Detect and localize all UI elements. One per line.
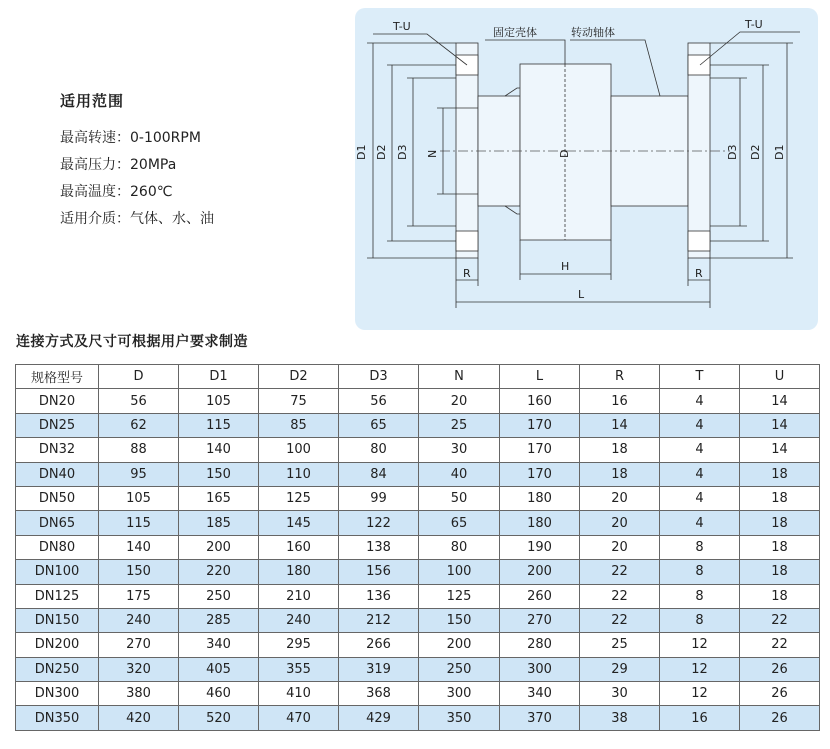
header-l: L — [500, 365, 580, 389]
table-cell: DN300 — [16, 682, 99, 706]
table-row — [16, 486, 820, 510]
table-row — [16, 608, 820, 632]
application-range — [60, 90, 340, 233]
table-cell: 22 — [580, 608, 660, 632]
header-r: R — [580, 365, 660, 389]
table-cell: 26 — [740, 682, 820, 706]
right-flange-bolt-bottom — [688, 231, 710, 251]
table-cell: 84 — [339, 462, 419, 486]
table-row — [16, 657, 820, 681]
table-row — [16, 511, 820, 535]
table-cell: 4 — [660, 511, 740, 535]
table-cell: 170 — [500, 438, 580, 462]
table-cell: 160 — [500, 389, 580, 413]
table-cell: 170 — [500, 462, 580, 486]
table-cell: 295 — [259, 633, 339, 657]
table-cell: 520 — [179, 706, 259, 730]
table-cell: 8 — [660, 560, 740, 584]
table-cell: 22 — [580, 584, 660, 608]
table-row — [16, 706, 820, 730]
right-flange-bolt-top — [688, 55, 710, 75]
table-cell: DN250 — [16, 657, 99, 681]
table-cell: 280 — [500, 633, 580, 657]
table-cell: 285 — [179, 608, 259, 632]
table-cell: 40 — [419, 462, 500, 486]
table-cell: 25 — [580, 633, 660, 657]
table-cell: 410 — [259, 682, 339, 706]
table-row — [16, 584, 820, 608]
table-cell: 12 — [660, 682, 740, 706]
table-cell: 140 — [99, 535, 179, 559]
table-cell: 180 — [500, 486, 580, 510]
label-d3-left: D3 — [396, 144, 409, 160]
table-cell: 122 — [339, 511, 419, 535]
table-cell: 368 — [339, 682, 419, 706]
table-cell: 300 — [500, 657, 580, 681]
table-cell: 14 — [740, 438, 820, 462]
header-d3: D3 — [339, 365, 419, 389]
spec-max-speed: 最高转速：0-100RPM — [60, 130, 201, 146]
table-cell: 30 — [580, 682, 660, 706]
table-cell: 156 — [339, 560, 419, 584]
table-cell: 190 — [500, 535, 580, 559]
table-row — [16, 389, 820, 413]
table-cell: 355 — [259, 657, 339, 681]
table-cell: 8 — [660, 584, 740, 608]
label-l: L — [578, 288, 585, 301]
dimension-table — [15, 364, 820, 731]
table-cell: 80 — [339, 438, 419, 462]
table-header-row — [16, 365, 820, 389]
table-cell: 220 — [179, 560, 259, 584]
table-cell: 4 — [660, 413, 740, 437]
table-cell: DN25 — [16, 413, 99, 437]
table-cell: 16 — [580, 389, 660, 413]
table-cell: 105 — [179, 389, 259, 413]
header-u: U — [740, 365, 820, 389]
header-model: 规格型号 — [16, 365, 99, 389]
table-cell: 18 — [740, 560, 820, 584]
table-cell: 240 — [259, 608, 339, 632]
table-cell: 14 — [740, 389, 820, 413]
header-n: N — [419, 365, 500, 389]
table-cell: 8 — [660, 608, 740, 632]
label-d2-right: D2 — [749, 144, 762, 160]
label-d3-right: D3 — [726, 144, 739, 160]
table-cell: DN200 — [16, 633, 99, 657]
header-d2: D2 — [259, 365, 339, 389]
table-cell: 105 — [99, 486, 179, 510]
table-cell: 22 — [740, 608, 820, 632]
table-cell: 200 — [419, 633, 500, 657]
label-r-right: R — [695, 267, 703, 280]
table-cell: 150 — [179, 462, 259, 486]
table-cell: 30 — [419, 438, 500, 462]
header-d: D — [99, 365, 179, 389]
table-cell: 22 — [740, 633, 820, 657]
table-cell: DN125 — [16, 584, 99, 608]
table-cell: 18 — [740, 462, 820, 486]
table-cell: DN80 — [16, 535, 99, 559]
table-cell: 22 — [580, 560, 660, 584]
table-cell: 320 — [99, 657, 179, 681]
customization-note: 连接方式及尺寸可根据用户要求制造 — [16, 334, 248, 350]
spec-max-temperature: 最高温度：260℃ — [60, 184, 173, 200]
spec-medium: 适用介质：气体、水、油 — [60, 211, 214, 227]
table-cell: 4 — [660, 486, 740, 510]
table-cell: 26 — [740, 657, 820, 681]
table-cell: 100 — [419, 560, 500, 584]
label-d2-left: D2 — [375, 144, 388, 160]
table-cell: 95 — [99, 462, 179, 486]
table-cell: 75 — [259, 389, 339, 413]
table-cell: 150 — [99, 560, 179, 584]
table-cell: 405 — [179, 657, 259, 681]
table-cell: 370 — [500, 706, 580, 730]
table-cell: 16 — [660, 706, 740, 730]
table-cell: 4 — [660, 462, 740, 486]
table-cell: 145 — [259, 511, 339, 535]
table-cell: 115 — [99, 511, 179, 535]
table-cell: 180 — [259, 560, 339, 584]
table-row — [16, 633, 820, 657]
table-row — [16, 413, 820, 437]
table-cell: 250 — [419, 657, 500, 681]
table-cell: 180 — [500, 511, 580, 535]
table-cell: 14 — [740, 413, 820, 437]
table-cell: 115 — [179, 413, 259, 437]
table-cell: 340 — [500, 682, 580, 706]
table-cell: 200 — [500, 560, 580, 584]
table-row — [16, 462, 820, 486]
label-fixed-housing: 固定壳体 — [493, 26, 537, 39]
table-cell: 20 — [419, 389, 500, 413]
table-cell: 319 — [339, 657, 419, 681]
table-row — [16, 560, 820, 584]
table-cell: 12 — [660, 633, 740, 657]
table-cell: DN50 — [16, 486, 99, 510]
table-cell: 460 — [179, 682, 259, 706]
label-tu-right: T-U — [745, 18, 763, 31]
table-cell: 18 — [740, 486, 820, 510]
table-cell: 29 — [580, 657, 660, 681]
rotary-joint-drawing — [355, 8, 818, 330]
label-tu-left: T-U — [393, 20, 411, 33]
table-cell: 125 — [419, 584, 500, 608]
table-cell: 136 — [339, 584, 419, 608]
table-cell: 429 — [339, 706, 419, 730]
table-cell: DN32 — [16, 438, 99, 462]
drawing-svg — [355, 8, 818, 330]
table-cell: DN150 — [16, 608, 99, 632]
table-cell: 56 — [339, 389, 419, 413]
table-cell: 175 — [99, 584, 179, 608]
table-cell: 350 — [419, 706, 500, 730]
table-row — [16, 438, 820, 462]
table-cell: 18 — [580, 462, 660, 486]
table-cell: 300 — [419, 682, 500, 706]
label-r-left: R — [463, 267, 471, 280]
table-cell: DN350 — [16, 706, 99, 730]
table-cell: 140 — [179, 438, 259, 462]
table-cell: 20 — [580, 511, 660, 535]
table-cell: 65 — [339, 413, 419, 437]
table-cell: 99 — [339, 486, 419, 510]
header-t: T — [660, 365, 740, 389]
header-d1: D1 — [179, 365, 259, 389]
table-cell: 80 — [419, 535, 500, 559]
table-row — [16, 535, 820, 559]
table-cell: 20 — [580, 535, 660, 559]
table-cell: 420 — [99, 706, 179, 730]
table-cell: 4 — [660, 389, 740, 413]
table-cell: 165 — [179, 486, 259, 510]
table-cell: 266 — [339, 633, 419, 657]
table-cell: 100 — [259, 438, 339, 462]
label-d1-right: D1 — [773, 144, 786, 160]
table-cell: DN65 — [16, 511, 99, 535]
table-cell: 4 — [660, 438, 740, 462]
table-cell: 270 — [500, 608, 580, 632]
spec-max-pressure: 最高压力：20MPa — [60, 157, 177, 173]
table-cell: 138 — [339, 535, 419, 559]
left-flange-bolt-bottom — [456, 231, 478, 251]
table-cell: 125 — [259, 486, 339, 510]
table-cell: DN40 — [16, 462, 99, 486]
table-row — [16, 682, 820, 706]
table-cell: 50 — [419, 486, 500, 510]
table-cell: 185 — [179, 511, 259, 535]
table-cell: 260 — [500, 584, 580, 608]
specs-title: 适用范围 — [60, 92, 125, 110]
table-cell: 470 — [259, 706, 339, 730]
table-cell: 380 — [99, 682, 179, 706]
table-cell: 212 — [339, 608, 419, 632]
table-cell: 18 — [740, 511, 820, 535]
table-cell: 340 — [179, 633, 259, 657]
table-cell: DN100 — [16, 560, 99, 584]
table-cell: 250 — [179, 584, 259, 608]
label-d1-left: D1 — [355, 144, 368, 160]
table-cell: DN20 — [16, 389, 99, 413]
table-cell: 240 — [99, 608, 179, 632]
label-h: H — [561, 260, 570, 273]
table-cell: 8 — [660, 535, 740, 559]
table-cell: 270 — [99, 633, 179, 657]
table-body — [16, 389, 820, 730]
table-cell: 65 — [419, 511, 500, 535]
label-rotating-shaft: 转动轴体 — [571, 26, 615, 39]
table-cell: 38 — [580, 706, 660, 730]
table-cell: 18 — [740, 584, 820, 608]
table-cell: 12 — [660, 657, 740, 681]
table-cell: 85 — [259, 413, 339, 437]
table-cell: 18 — [580, 438, 660, 462]
table-cell: 210 — [259, 584, 339, 608]
table-cell: 150 — [419, 608, 500, 632]
table-cell: 160 — [259, 535, 339, 559]
table-cell: 170 — [500, 413, 580, 437]
table-cell: 25 — [419, 413, 500, 437]
table-cell: 110 — [259, 462, 339, 486]
label-d: D — [558, 149, 571, 158]
table-cell: 26 — [740, 706, 820, 730]
table-cell: 56 — [99, 389, 179, 413]
label-n: N — [426, 149, 439, 158]
table-cell: 88 — [99, 438, 179, 462]
table-cell: 14 — [580, 413, 660, 437]
table-cell: 200 — [179, 535, 259, 559]
table-cell: 18 — [740, 535, 820, 559]
table-cell: 20 — [580, 486, 660, 510]
table-cell: 62 — [99, 413, 179, 437]
